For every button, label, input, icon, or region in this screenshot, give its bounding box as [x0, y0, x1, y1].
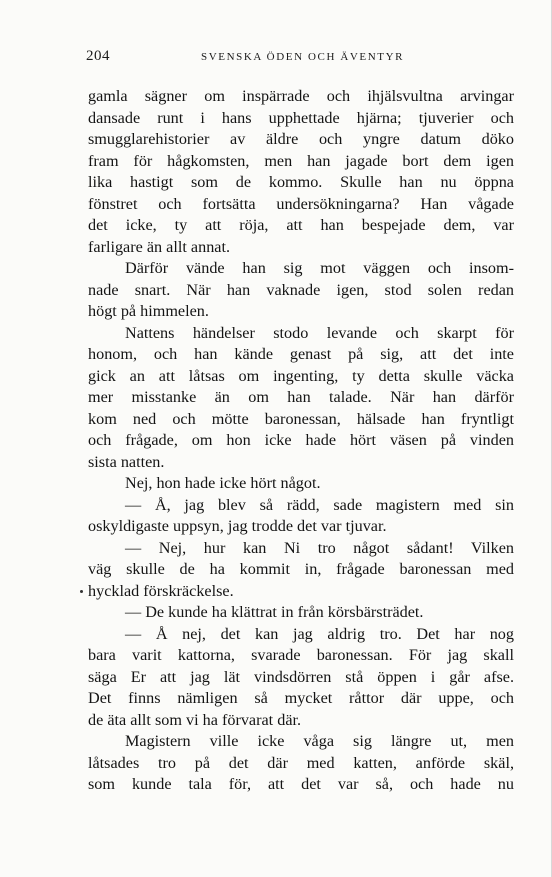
running-head: [86, 48, 516, 68]
text-line: de äta allt som vi ha förvarat där.: [88, 710, 302, 729]
body-text: [88, 86, 514, 796]
text-line: fram för hågkomsten, men han jagade bort dem igen: [88, 151, 514, 170]
text-line: Därför vände han sig mot väggen och insom-: [125, 259, 514, 277]
text-line: säga Er att jag lät vindsdörren stå öppen i går afse.: [88, 667, 514, 686]
text-line: Nattens händelser stodo levande och skarpt för: [125, 323, 514, 342]
page-number: 204: [86, 48, 110, 64]
text-line: fönstret och fortsätta undersökningarna? Han vågade: [88, 194, 514, 213]
text-line: sista natten.: [88, 452, 165, 471]
text-line: — Å, jag blev så rädd, sade magistern med sin: [125, 495, 514, 514]
text-line: smugglarehistorier av äldre och yngre datum döko: [88, 130, 514, 148]
text-line: hycklad förskräckelse.: [88, 581, 234, 600]
text-line: dansade runt i hans upphettade hjärna; tjuverier och: [88, 108, 514, 127]
text-line: låtsades tro på det där med katten, anförde skäl,: [88, 753, 514, 772]
text-line: nade snart. När han vaknade igen, stod solen redan: [88, 280, 514, 299]
text-line: gamla sägner om inspärrade och ihjälsvultna arvingar: [88, 87, 514, 105]
text-line: Magistern ville icke våga sig längre ut, men: [125, 732, 514, 750]
text-line: — De kunde ha klättrat in från körsbärsträdet.: [125, 603, 424, 621]
text-line: honom, och han kände genast på sig, att det inte: [88, 345, 514, 363]
text-line: Det finns nämligen så mycket råttor där uppe, och: [88, 689, 514, 707]
text-line: oskyldigaste uppsyn, jag trodde det var tjuvar.: [88, 517, 387, 535]
running-title: SVENSKA ÖDEN OCH ÄVENTYR: [201, 51, 405, 63]
text-line: gick an att låtsas om ingenting, ty detta skulle väcka: [88, 366, 514, 385]
text-line: kom ned och mötte baronessan, hälsade han fryntligt: [88, 409, 514, 428]
text-line: högt på himmelen.: [88, 302, 209, 320]
margin-speck: [80, 590, 83, 593]
text-line: väg skulle de ha kommit in, frågade baronessan med: [88, 560, 514, 578]
text-line: det icke, ty att röja, att han bespejade dem, var: [88, 216, 514, 234]
text-line: — Å nej, det kan jag aldrig tro. Det har nog: [125, 624, 514, 643]
text-line: bara varit kattorna, svarade baronessan. För jag skall: [88, 646, 514, 664]
text-line: som kunde tala för, att det var så, och hade nu: [88, 775, 514, 793]
text-line: farligare än allt annat.: [88, 237, 231, 256]
text-line: — Nej, hur kan Ni tro något sådant! Vilken: [125, 538, 514, 557]
text-line: lika hastigt som de kommo. Skulle han nu öppna: [88, 173, 514, 191]
text-line: och frågade, om hon icke hade hört väsen på vinden: [88, 431, 514, 449]
text-line: mer misstanke än om han talade. När han därför: [88, 388, 514, 406]
text-line: Nej, hon hade icke hört något.: [125, 474, 321, 492]
